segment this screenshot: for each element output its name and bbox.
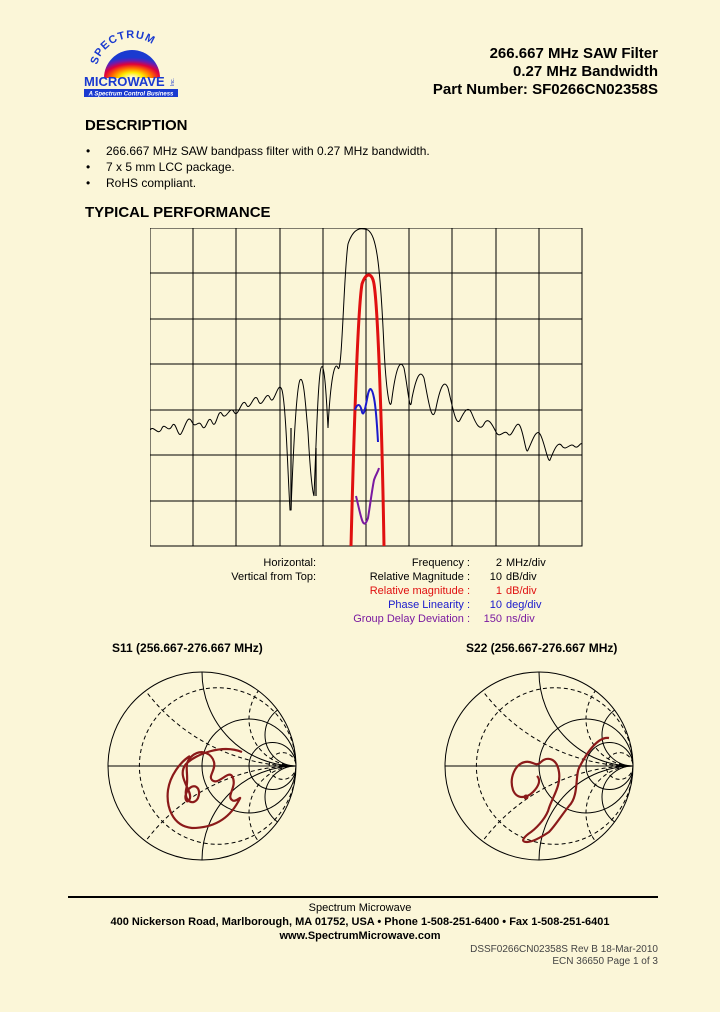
legend-value: 2 [495,557,502,569]
legend-name: Frequency : [411,557,470,569]
footer-divider [68,896,658,898]
legend-unit: dB/div [506,571,537,583]
legend-value: 10 [489,571,502,583]
header-bandwidth: 0.27 MHz Bandwidth [512,63,658,80]
legend-name: Relative Magnitude : [369,571,470,583]
logo-main-text: MICROWAVE [84,74,165,89]
legend-unit: deg/div [506,599,542,611]
doc-page-info: ECN 36650 Page 1 of 3 [552,956,658,967]
legend-name: Group Delay Deviation : [353,613,470,625]
logo-arc-text: SPECTRUM [88,28,158,67]
legend-name: Phase Linearity : [388,599,470,611]
smith-chart-s22 [441,668,637,869]
legend-value: 150 [483,613,502,625]
vertical-label: Vertical from Top: [231,571,316,583]
horizontal-label: Horizontal: [263,557,316,569]
performance-chart [150,228,584,553]
doc-reference: DSSF0266CN02358S Rev B 18-Mar-2010 [470,944,658,955]
description-heading: DESCRIPTION [85,117,188,134]
s11-title: S11 (256.667-276.667 MHz) [112,641,263,655]
footer-website[interactable]: www.SpectrumMicrowave.com [279,930,441,942]
chart-legend [150,556,568,626]
smith-trace-s11 [168,749,242,828]
list-item: • 266.667 MHz SAW bandpass filter with 0.27 MHz bandwidth. [86,143,430,159]
list-item: • 7 x 5 mm LCC package. [86,159,430,175]
legend-value: 10 [489,599,502,611]
legend-value: 1 [495,585,502,597]
performance-heading: TYPICAL PERFORMANCE [85,204,271,221]
legend-name: Relative magnitude : [369,585,470,597]
footer-address: 400 Nickerson Road, Marlborough, MA 01752, USA • Phone 1-508-251-6400 • Fax 1-508-251-6401 [110,916,610,928]
header-product: 266.667 MHz SAW Filter [489,45,658,62]
smith-trace-s22 [512,738,609,842]
logo-tagline: A Spectrum Control Business [88,91,174,98]
company-logo [82,28,182,100]
legend-unit: MHz/div [506,557,546,569]
logo-inc-text: Inc. [170,77,176,86]
trace-group-delay [356,468,379,524]
description-list [86,143,430,191]
header-title [433,45,658,99]
header-part-number: Part Number: SF0266CN02358S [432,81,658,98]
footer-company: Spectrum Microwave [308,902,412,914]
s22-title: S22 (256.667-276.667 MHz) [466,641,618,655]
smith-chart-s11 [104,668,300,869]
legend-unit: dB/div [506,585,537,597]
list-item: • RoHS compliant. [86,175,430,191]
smith-trace-s22-marker [524,795,529,800]
legend-unit: ns/div [506,613,535,625]
